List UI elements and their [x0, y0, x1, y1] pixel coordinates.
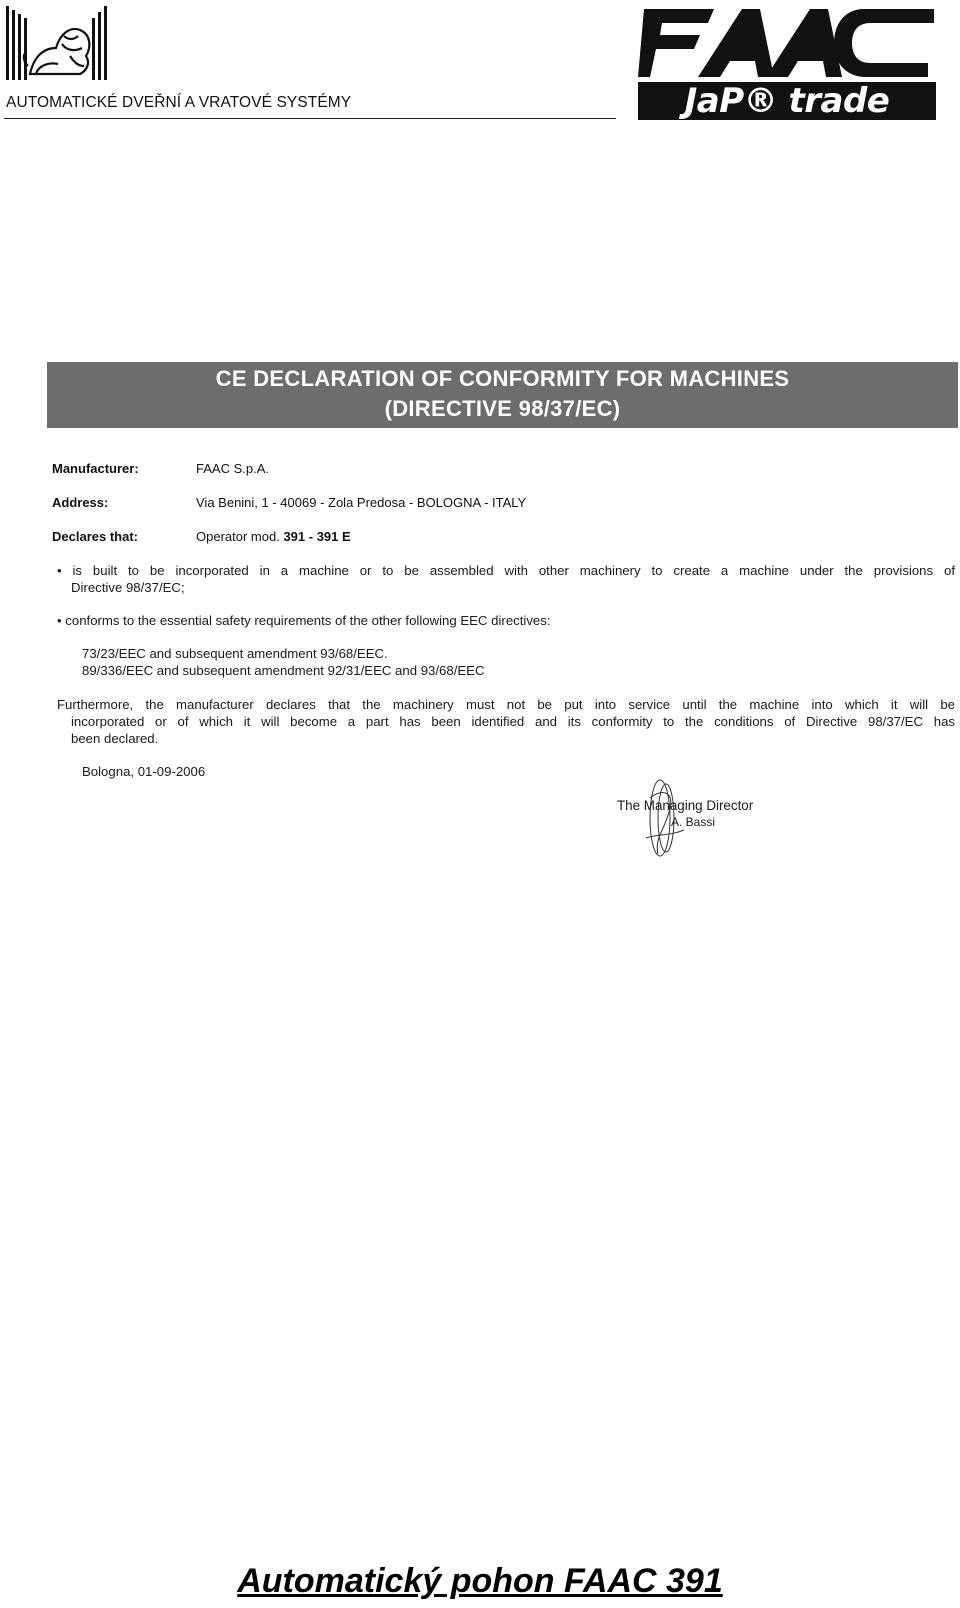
signatory-name: A. Bassi [671, 815, 716, 829]
jap-trade-logo-text: JaP® trade [684, 81, 890, 121]
declares-value [196, 529, 351, 544]
signatory-title: The Managing Director [617, 798, 754, 813]
manufacturer-value: FAAC S.p.A. [196, 461, 269, 476]
bullet-incorporation-line1: • is built to be incorporated in a machine or to be assembled with other machinery to create a machine under the provisions of [57, 563, 955, 578]
furthermore-line1: Furthermore, the manufacturer declares that the machinery must not be put into service until the machine into which it will be [57, 697, 955, 712]
faac-logo [638, 3, 936, 79]
directive-line-1: 73/23/EEC and subsequent amendment 93/68/EEC. [82, 646, 388, 661]
lion-gate-logo [4, 4, 108, 82]
declares-prefix: Operator mod. [196, 529, 280, 544]
furthermore-line3: been declared. [71, 731, 159, 746]
furthermore-line2: incorporated or of which it will become a part has been identified and its conformity to the conditions of Directive 98/37/EC has [71, 714, 955, 729]
address-value: Via Benini, 1 - 40069 - Zola Predosa - BOLOGNA - ITALY [196, 495, 527, 510]
directive-line-2: 89/336/EEC and subsequent amendment 92/31/EEC and 93/68/EEC [82, 663, 485, 678]
place-date: Bologna, 01-09-2006 [82, 764, 206, 779]
declares-model: 391 - 391 E [283, 529, 351, 544]
jap-trade-logo [638, 82, 936, 120]
declaration-subtitle: (DIRECTIVE 98/37/EC) [384, 396, 621, 421]
footer-title: Automatický pohon FAAC 391 [237, 1562, 723, 1600]
header-divider [4, 118, 616, 119]
declares-label: Declares that: [52, 529, 138, 544]
declaration-title-band [47, 362, 958, 428]
bullet-incorporation-line2: Directive 98/37/EC; [71, 580, 185, 595]
declaration-title: CE DECLARATION OF CONFORMITY FOR MACHINES [215, 366, 790, 391]
address-label: Address: [52, 495, 109, 510]
manufacturer-label: Manufacturer: [52, 461, 139, 476]
company-tagline: AUTOMATICKÉ DVEŘNÍ A VRATOVÉ SYSTÉMY [6, 94, 352, 111]
bullet-conformity: • conforms to the essential safety requirements of the other following EEC directives: [57, 613, 551, 628]
